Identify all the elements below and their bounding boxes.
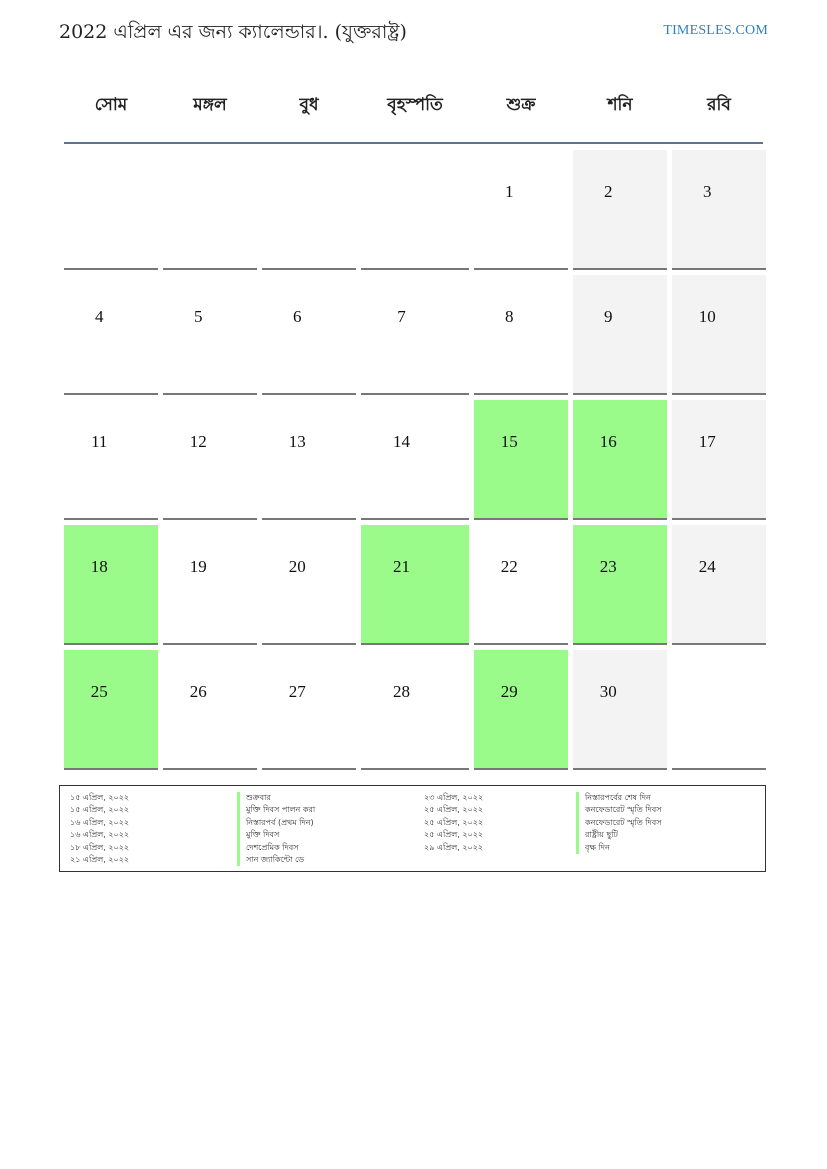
calendar-grid (64, 150, 763, 770)
day-number: 4 (95, 307, 104, 326)
holiday-date: ২৫ এপ্রিল, ২০২২ (424, 817, 484, 827)
holiday-name: মুক্তি দিবস (237, 829, 315, 841)
holiday-name: নিস্তারপর্ব (প্রথম দিন) (237, 817, 315, 829)
weekday-tue: মঙ্গল (193, 95, 227, 115)
holiday-date: ১৬ এপ্রিল, ২০২২ (70, 817, 130, 827)
holiday-name: কনফেডারেট স্মৃতি দিবস (576, 817, 661, 829)
holiday-name: রাষ্ট্রীয় ছুটি (576, 829, 661, 841)
weekday-sat: শনি (607, 95, 633, 115)
day-cell[interactable] (163, 275, 257, 395)
holiday-date: ২৫ এপ্রিল, ২০২২ (424, 805, 484, 815)
day-number: 11 (91, 432, 108, 451)
day-number: 5 (194, 307, 203, 326)
holiday-dates-right (424, 792, 483, 854)
day-cell[interactable] (64, 525, 158, 645)
day-number: 20 (288, 557, 306, 576)
header-divider (64, 142, 763, 144)
day-cell[interactable] (361, 650, 469, 770)
day-cell[interactable] (262, 525, 356, 645)
empty-day-cell (672, 650, 766, 770)
holiday-date: ১৮ এপ্রিল, ২০২২ (70, 842, 130, 852)
day-cell[interactable] (474, 525, 568, 645)
day-cell[interactable] (64, 400, 158, 520)
holiday-name: নিস্তারপর্বের শেষ দিন (576, 792, 661, 804)
holiday-name: দেশপ্রেমিক দিবস (237, 842, 315, 854)
holiday-legend (59, 785, 766, 872)
holiday-date: ২৩ এপ্রিল, ২০২২ (424, 793, 484, 802)
holiday-names-right (576, 792, 661, 854)
weekday-sun: রবি (707, 95, 731, 115)
empty-day-cell (262, 150, 356, 270)
holiday-name: মুক্তি দিবস পালন করা (237, 804, 315, 816)
holiday-names-left (237, 792, 315, 866)
day-number: 25 (90, 682, 108, 701)
day-cell[interactable] (361, 400, 469, 520)
day-number: 8 (505, 307, 514, 326)
weekday-mon: সোম (94, 95, 128, 115)
holiday-dates-left (70, 792, 129, 866)
day-cell[interactable] (361, 525, 469, 645)
day-cell[interactable] (573, 525, 667, 645)
day-number: 13 (288, 432, 306, 451)
day-cell[interactable] (474, 150, 568, 270)
day-cell[interactable] (163, 650, 257, 770)
day-number: 10 (698, 307, 716, 326)
day-cell[interactable] (262, 650, 356, 770)
day-number: 6 (293, 307, 302, 326)
weekday-fri: শুক্র (506, 95, 536, 115)
day-cell[interactable] (672, 400, 766, 520)
day-number: 9 (604, 307, 613, 326)
day-number: 16 (599, 432, 617, 451)
holiday-date: ২১ এপ্রিল, ২০২২ (70, 854, 130, 864)
day-cell[interactable] (163, 525, 257, 645)
day-cell[interactable] (672, 150, 766, 270)
day-number: 18 (90, 557, 108, 576)
day-cell[interactable] (64, 650, 158, 770)
day-number: 24 (698, 557, 716, 576)
day-cell[interactable] (573, 150, 667, 270)
day-number: 1 (505, 182, 514, 201)
empty-day-cell (163, 150, 257, 270)
weekday-header (64, 70, 763, 142)
day-number: 14 (393, 432, 410, 451)
empty-day-cell (361, 150, 469, 270)
day-cell[interactable] (262, 400, 356, 520)
day-cell[interactable] (64, 275, 158, 395)
page-title: 2022 এপ্রিল এর জন্য ক্যালেন্ডার।. (যুক্তরাষ্ট্র) (59, 21, 407, 43)
holiday-name: কনফেডারেট স্মৃতি দিবস (576, 804, 661, 816)
day-cell[interactable] (672, 525, 766, 645)
holiday-date: ১৫ এপ্রিল, ২০২২ (70, 793, 130, 802)
day-number: 2 (604, 182, 613, 201)
day-number: 30 (599, 682, 617, 701)
day-cell[interactable] (361, 275, 469, 395)
day-cell[interactable] (474, 275, 568, 395)
day-number: 17 (698, 432, 716, 451)
holiday-name: সান জ্যাকিন্টো ডে (237, 854, 315, 866)
calendar (64, 70, 763, 770)
holiday-date: ২৫ এপ্রিল, ২০২২ (424, 830, 484, 840)
day-number: 19 (189, 557, 207, 576)
site-link[interactable]: TIMESLES.COM (663, 23, 768, 38)
day-cell[interactable] (163, 400, 257, 520)
day-cell[interactable] (573, 400, 667, 520)
day-number: 12 (189, 432, 207, 451)
day-cell[interactable] (262, 275, 356, 395)
day-cell[interactable] (474, 650, 568, 770)
day-number: 15 (500, 432, 518, 451)
day-number: 3 (703, 182, 712, 201)
day-number: 27 (288, 682, 306, 701)
day-number: 23 (599, 557, 617, 576)
holiday-name: বৃক্ষ দিন (576, 842, 661, 854)
holiday-date: ২৯ এপ্রিল, ২০২২ (424, 842, 484, 852)
day-cell[interactable] (573, 275, 667, 395)
empty-day-cell (64, 150, 158, 270)
day-number: 21 (393, 557, 410, 576)
day-number: 28 (393, 682, 410, 701)
weekday-thu: বৃহস্পতি (387, 95, 443, 115)
day-cell[interactable] (672, 275, 766, 395)
weekday-wed: বুধ (299, 95, 319, 115)
holiday-name: শুক্রবার (237, 792, 315, 804)
day-number: 22 (500, 557, 518, 576)
holiday-date: ১৬ এপ্রিল, ২০২২ (70, 830, 130, 840)
day-cell[interactable] (474, 400, 568, 520)
holiday-date: ১৫ এপ্রিল, ২০২২ (70, 805, 130, 815)
day-cell[interactable] (573, 650, 667, 770)
day-number: 7 (397, 307, 406, 326)
day-number: 26 (189, 682, 207, 701)
day-number: 29 (500, 682, 518, 701)
